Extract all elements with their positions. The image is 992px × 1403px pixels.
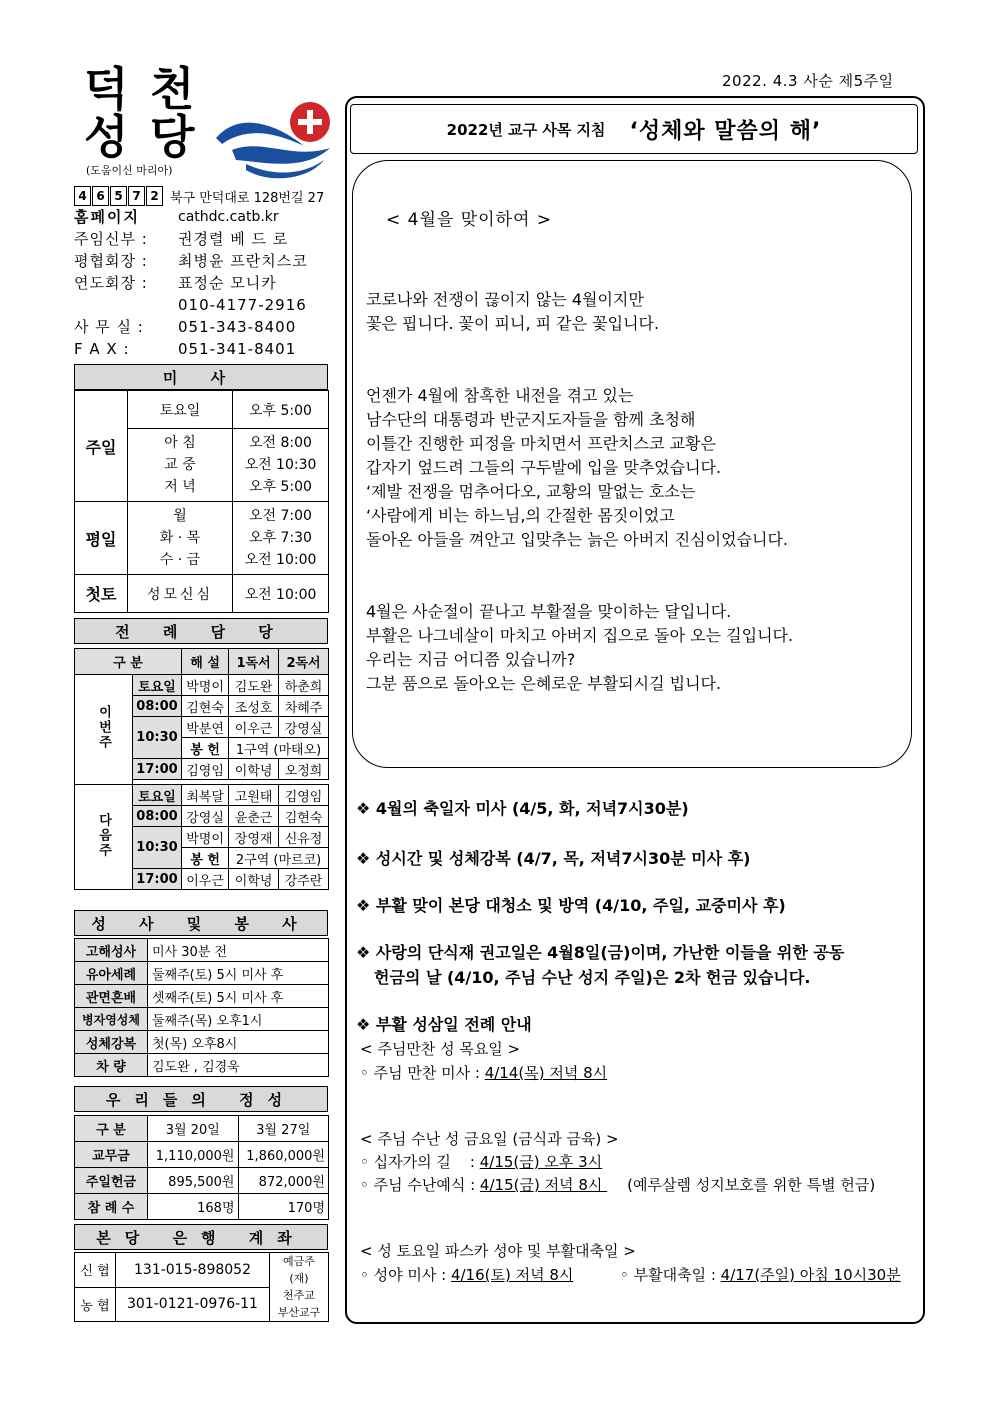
sacrament-value: 미사 30분 전 — [148, 939, 329, 962]
fax-number: 051-341-8401 — [178, 340, 297, 358]
contact-row — [74, 294, 344, 316]
contact-label: 사 무 실 : — [74, 318, 144, 336]
commentator-cell: 박명이 — [182, 827, 229, 848]
reader2-cell: 하춘희 — [279, 675, 329, 696]
mass-name: 수 · 금 — [159, 552, 201, 568]
sacrament-value: 둘째주(토) 5시 미사 후 — [148, 962, 329, 985]
contact-row — [74, 250, 344, 272]
homepage-link[interactable]: cathdc.catb.kr — [178, 209, 279, 225]
offertory-label: 봉 헌 — [182, 738, 229, 759]
table-row — [75, 785, 329, 806]
triduum-heading: < 주님만찬 성 목요일 > — [360, 1040, 521, 1058]
sacrament-value: 첫(목) 오후8시 — [148, 1031, 329, 1054]
mass-name: 토요일 — [128, 391, 233, 429]
bank-table — [74, 1252, 329, 1322]
phone-number: 010-4177-2916 — [178, 296, 307, 314]
reader1-cell: 조성호 — [229, 696, 279, 717]
table-row — [75, 575, 329, 613]
contact-value: 표정순 모니카 — [178, 274, 277, 292]
contact-list — [74, 206, 344, 360]
mass-times — [233, 429, 329, 502]
account-number: 301-0121-0976-11 — [116, 1287, 270, 1322]
mass-name: 성모신심 — [128, 575, 233, 613]
reader2-cell: 김현숙 — [279, 806, 329, 827]
reader1-cell: 윤춘근 — [229, 806, 279, 827]
reader2-cell: 차혜주 — [279, 696, 329, 717]
letter-line: 언젠가 4월에 참혹한 내전을 겪고 있는 — [366, 386, 634, 405]
reader1-cell: 고원태 — [229, 785, 279, 806]
table-row — [75, 1168, 329, 1194]
sacrament-label: 유아세례 — [75, 962, 148, 985]
commentator-cell: 박분연 — [182, 717, 229, 738]
contact-value: 권경렬 베 드 로 — [178, 230, 289, 248]
contact-row — [74, 316, 344, 338]
mass-name: 아 침 — [164, 435, 196, 451]
triduum-line: ◦ 부활대축일 : 4/17(주일) 아침 10시30분 — [620, 1266, 901, 1284]
parish-title-char: 당 — [150, 110, 195, 164]
letter-line: 그분 품으로 돌아오는 은혜로운 부활되시길 빕니다. — [366, 674, 722, 693]
sacrament-label: 고해성사 — [75, 939, 148, 962]
table-header-row — [75, 649, 329, 675]
notice-item: ❖ 사랑의 단식재 권고일은 4월8일(금)이며, 가난한 이들을 위한 공동 — [356, 943, 845, 962]
sacrament-value: 김도완 , 김경욱 — [148, 1054, 329, 1077]
offering-section-title: 우리들의 정성 — [74, 1086, 328, 1112]
mass-name: 저 녁 — [164, 479, 196, 495]
sacrament-value: 둘째주(목) 오후1시 — [148, 1008, 329, 1031]
offering-value: 1,110,000원 — [148, 1142, 239, 1168]
column-header: 해 설 — [182, 649, 229, 675]
parish-title-char: 천 — [150, 62, 195, 116]
notice-item: ❖ 성시간 및 성체강복 (4/7, 목, 저녁7시30분 미사 후) — [356, 849, 751, 868]
table-row — [75, 1142, 329, 1168]
table-row — [75, 391, 329, 429]
commentator-cell: 이우근 — [182, 869, 229, 890]
sacrament-label: 성체강복 — [75, 1031, 148, 1054]
offering-label: 교무금 — [75, 1142, 148, 1168]
table-row — [75, 962, 329, 985]
mass-name: 교 중 — [164, 457, 196, 473]
commentator-cell: 강영실 — [182, 806, 229, 827]
reader1-cell: 이학녕 — [229, 759, 279, 780]
contact-label: 주임신부 : — [74, 230, 148, 248]
notice-item: 헌금의 날 (4/10, 주님 수난 성지 주일)은 2차 헌금 있습니다. — [374, 968, 811, 987]
reader2-cell: 오정희 — [279, 759, 329, 780]
triduum-line: ◦ 십자가의 길 : 4/15(금) 오후 3시 — [360, 1153, 603, 1171]
reader1-cell: 장영재 — [229, 827, 279, 848]
table-row — [75, 1008, 329, 1031]
time-cell: 17:00 — [133, 869, 182, 890]
zip-digit: 5 — [110, 186, 127, 206]
bank-name: 신 협 — [75, 1253, 116, 1288]
mass-name: 월 — [173, 508, 187, 524]
liturgy-table — [74, 648, 329, 890]
column-header: 3월 20일 — [148, 1116, 239, 1142]
contact-label: F A X : — [74, 340, 130, 358]
mass-time: 오후 5:00 — [249, 479, 312, 495]
time-cell: 08:00 — [133, 806, 182, 827]
table-row — [75, 675, 329, 696]
letter-line: ‘사람에게 비는 하느님,의 간절한 몸짓이었고 — [366, 506, 675, 525]
reader2-cell: 강영실 — [279, 717, 329, 738]
reader1-cell: 이학녕 — [229, 869, 279, 890]
mass-time: 오전 10:00 — [244, 552, 317, 568]
mass-names — [128, 429, 233, 502]
letter-line: 부활은 나그네살이 마치고 아버지 집으로 돌아 오는 길입니다. — [366, 626, 794, 645]
offertory-cell: 2구역 (마르코) — [229, 848, 329, 869]
firstsat-label: 첫토 — [75, 575, 128, 613]
weekday-label: 평일 — [75, 502, 128, 575]
table-header-row — [75, 1116, 329, 1142]
phone-number: 051-343-8400 — [178, 318, 297, 336]
street-address: 북구 만덕대로 128번길 27 — [170, 190, 325, 206]
contact-label: 평협회장 : — [74, 252, 148, 270]
this-week-label: 이번주 — [75, 675, 133, 785]
commentator-cell: 김영임 — [182, 759, 229, 780]
theme-title: ‘성체와 말씀의 해’ — [629, 118, 822, 144]
letter-heading: < 4월을 맞이하여 > — [386, 210, 553, 230]
table-row — [75, 939, 329, 962]
time-cell: 10:30 — [133, 717, 182, 759]
zip-digit: 7 — [128, 186, 145, 206]
table-row — [75, 1194, 329, 1220]
letter-line: 코로나와 전쟁이 끊이지 않는 4월이지만 — [366, 290, 644, 309]
notice-item: ❖ 4월의 축일자 미사 (4/5, 화, 저녁7시30분) — [356, 799, 689, 818]
bulletin-date: 2022. 4.3 사순 제5주일 — [722, 72, 894, 90]
reader1-cell: 이우근 — [229, 717, 279, 738]
mass-time: 오후 5:00 — [233, 391, 329, 429]
sunday-label: 주일 — [75, 391, 128, 502]
mass-name: 화 · 목 — [159, 530, 201, 546]
triduum-heading: < 성 토요일 파스카 성야 및 부활대축일 > — [360, 1242, 636, 1260]
reader1-cell: 김도완 — [229, 675, 279, 696]
sacrament-value: 셋째주(토) 5시 미사 후 — [148, 985, 329, 1008]
time-cell: 10:30 — [133, 827, 182, 869]
offering-value: 1,860,000원 — [238, 1142, 329, 1168]
letter-line: 남수단의 대통령과 반군지도자들을 함께 초청해 — [366, 410, 696, 429]
offering-label: 참 례 수 — [75, 1194, 148, 1220]
column-header: 구 분 — [75, 649, 182, 675]
pastor-letter — [366, 208, 906, 696]
parish-subtitle: (도움이신 마리아) — [86, 164, 173, 177]
contact-label — [74, 294, 178, 316]
offertory-label: 봉 헌 — [182, 848, 229, 869]
zip-digit: 6 — [92, 186, 109, 206]
mass-time: 오전 10:30 — [244, 457, 317, 473]
sacrament-label: 병자영성체 — [75, 1008, 148, 1031]
offering-value: 168명 — [148, 1194, 239, 1220]
reader2-cell: 김영임 — [279, 785, 329, 806]
sacrament-label: 관면혼배 — [75, 985, 148, 1008]
time-cell: 토요일 — [133, 675, 182, 696]
contact-row — [74, 206, 344, 228]
liturgy-section-title: 전 례 담 당 — [74, 618, 328, 644]
offering-value: 170명 — [238, 1194, 329, 1220]
letter-line: 꽃은 핍니다. 꽃이 피니, 피 같은 꽃입니다. — [366, 314, 660, 333]
mass-section-title: 미 사 — [74, 364, 328, 390]
mass-time: 오후 7:30 — [249, 530, 312, 546]
address-row — [74, 186, 324, 206]
triduum-line: ◦ 성야 미사 : 4/16(토) 저녁 8시 — [360, 1266, 574, 1284]
notice-item: ❖ 부활 맞이 본당 대청소 및 방역 (4/10, 주일, 교중미사 후) — [356, 896, 786, 915]
offering-label: 주일헌금 — [75, 1168, 148, 1194]
notice-item: ❖ 부활 성삼일 전례 안내 — [356, 1015, 532, 1034]
triduum-heading: < 주님 수난 성 금요일 (금식과 금육) > — [360, 1130, 619, 1148]
account-holder: 예금주 (재) 천주교 부산교구 — [270, 1253, 329, 1322]
mass-time: 오전 7:00 — [249, 508, 312, 524]
letter-line: 이틀간 진행한 피정을 마치면서 프란치스코 교황은 — [366, 434, 717, 453]
letter-line: 갑자기 엎드려 그들의 구두발에 입을 맞추었습니다. — [366, 458, 722, 477]
letter-line: 돌아온 아들을 껴안고 입맞추는 늙은 아버지 진심이었습니다. — [366, 530, 789, 549]
table-row — [75, 985, 329, 1008]
table-row — [75, 1054, 329, 1077]
offering-value: 895,500원 — [148, 1168, 239, 1194]
contact-value: 최병윤 프란치스코 — [178, 252, 308, 270]
reader2-cell: 강주란 — [279, 869, 329, 890]
bank-section-title: 본당 은행 계좌 — [74, 1224, 328, 1250]
next-week-label: 다음주 — [75, 785, 133, 890]
offering-value: 872,000원 — [238, 1168, 329, 1194]
parish-title-char: 덕 — [84, 62, 129, 116]
reader2-cell: 신유정 — [279, 827, 329, 848]
contact-row — [74, 338, 344, 360]
triduum-line: ◦ 주님 만찬 미사 : 4/14(목) 저녁 8시 — [360, 1064, 608, 1082]
contact-label: 연도회장 : — [74, 274, 148, 292]
column-header: 1독서 — [229, 649, 279, 675]
contact-label: 홈페이지 — [74, 208, 140, 226]
column-header: 2독서 — [279, 649, 329, 675]
account-number: 131-015-898052 — [116, 1253, 270, 1288]
table-row — [75, 502, 329, 575]
sacrament-label: 차 량 — [75, 1054, 148, 1077]
column-header: 3월 27일 — [238, 1116, 329, 1142]
offertory-cell: 1구역 (마태오) — [229, 738, 329, 759]
theme-prefix: 2022년 교구 사목 지침 — [446, 120, 606, 139]
time-cell: 17:00 — [133, 759, 182, 780]
triduum-line: ◦ 주님 수난예식 : 4/15(금) 저녁 8시 (예루살렘 성지보호를 위한 특별 헌금) — [360, 1176, 876, 1194]
contact-row — [74, 228, 344, 250]
table-row — [75, 1253, 329, 1288]
commentator-cell: 김현숙 — [182, 696, 229, 717]
time-cell: 토요일 — [133, 785, 182, 806]
parish-logo-icon — [212, 98, 338, 180]
sacraments-table — [74, 938, 329, 1077]
bank-name: 농 협 — [75, 1287, 116, 1322]
commentator-cell: 박명이 — [182, 675, 229, 696]
mass-time: 오전 10:00 — [233, 575, 329, 613]
mass-time: 오전 8:00 — [249, 435, 312, 451]
time-cell: 08:00 — [133, 696, 182, 717]
pastoral-theme-banner — [350, 104, 918, 154]
contact-row — [74, 272, 344, 294]
offering-table — [74, 1115, 329, 1220]
parish-title-char: 성 — [84, 110, 129, 164]
letter-line: ‘제발 전쟁을 멈추어다오, 교황의 말없는 호소는 — [366, 482, 696, 501]
commentator-cell: 최복달 — [182, 785, 229, 806]
mass-times — [233, 502, 329, 575]
zip-digit: 2 — [146, 186, 163, 206]
table-row — [75, 1031, 329, 1054]
mass-schedule-table — [74, 390, 329, 613]
column-header: 구 분 — [75, 1116, 148, 1142]
mass-names — [128, 502, 233, 575]
letter-line: 4월은 사순절이 끝나고 부활절을 맞이하는 달입니다. — [366, 602, 732, 621]
letter-line: 우리는 지금 어디쯤 있습니까? — [366, 650, 576, 669]
sacraments-section-title: 성 사 및 봉 사 — [74, 910, 328, 936]
zip-digit: 4 — [74, 186, 91, 206]
